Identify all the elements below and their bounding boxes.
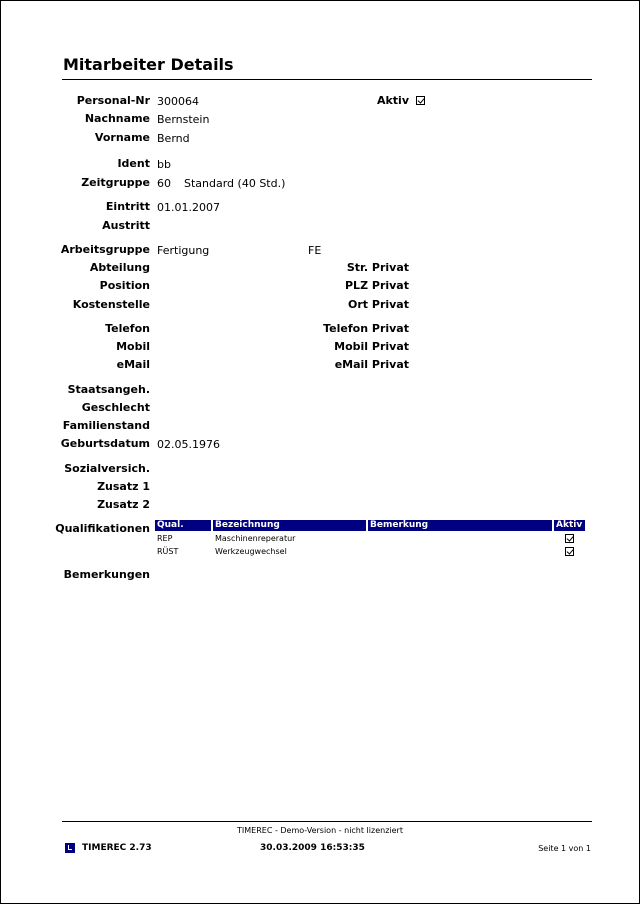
vorname-value: Bernd bbox=[157, 132, 190, 145]
familienstand-label: Familienstand bbox=[62, 419, 150, 432]
ident-label: Ident bbox=[117, 157, 150, 170]
zeitgruppe-value: 60 bbox=[157, 177, 171, 190]
kostenstelle-label: Kostenstelle bbox=[72, 298, 150, 311]
nachname-value: Bernstein bbox=[157, 113, 210, 126]
qual-row-2-desc: Werkzeugwechsel bbox=[215, 547, 287, 556]
personal-nr-value: 300064 bbox=[157, 95, 199, 108]
eintritt-value: 01.01.2007 bbox=[157, 201, 220, 214]
bezeichnung-col-header: Bezeichnung bbox=[213, 520, 366, 531]
qualifikationen-label: Qualifikationen bbox=[55, 522, 150, 535]
arbeitsgruppe-value: Fertigung bbox=[157, 244, 210, 257]
demo-notice: TIMEREC - Demo-Version - nicht lizenziert bbox=[237, 826, 403, 835]
personal-nr-label: Personal-Nr bbox=[76, 94, 150, 107]
sozialversich-label: Sozialversich. bbox=[64, 462, 150, 475]
qual-col-header: Qual. bbox=[155, 520, 211, 531]
eintritt-label: Eintritt bbox=[105, 200, 150, 213]
qual-row-2-code: RÜST bbox=[157, 547, 179, 556]
geschlecht-label: Geschlecht bbox=[81, 401, 150, 414]
email-privat-label: eMail Privat bbox=[334, 358, 409, 371]
title-divider bbox=[62, 79, 592, 80]
qual-row-2-aktiv-checkbox bbox=[565, 547, 574, 556]
geburtsdatum-label: Geburtsdatum bbox=[60, 437, 150, 450]
str-privat-label: Str. Privat bbox=[346, 261, 409, 274]
aktiv-col-header: Aktiv bbox=[554, 520, 585, 531]
austritt-label: Austritt bbox=[102, 219, 150, 232]
bemerkung-col-header: Bemerkung bbox=[368, 520, 552, 531]
geburtsdatum-value: 02.05.1976 bbox=[157, 438, 220, 451]
qual-row-1-desc: Maschinenreperatur bbox=[215, 534, 296, 543]
zeitgruppe-label: Zeitgruppe bbox=[81, 176, 150, 189]
zeitgruppe-desc: Standard (40 Std.) bbox=[184, 177, 286, 190]
mobil-label: Mobil bbox=[116, 340, 150, 353]
timerec-logo-icon bbox=[65, 843, 75, 853]
zusatz1-label: Zusatz 1 bbox=[97, 480, 150, 493]
telefon-privat-label: Telefon Privat bbox=[323, 322, 409, 335]
report-title: Mitarbeiter Details bbox=[63, 55, 234, 74]
zusatz2-label: Zusatz 2 bbox=[97, 498, 150, 511]
bemerkungen-label: Bemerkungen bbox=[63, 568, 150, 581]
abteilung-label: Abteilung bbox=[89, 261, 150, 274]
mobil-privat-label: Mobil Privat bbox=[334, 340, 409, 353]
footer-divider bbox=[62, 821, 592, 822]
plz-privat-label: PLZ Privat bbox=[345, 279, 409, 292]
aktiv-label: Aktiv bbox=[376, 94, 409, 107]
qual-row-1-aktiv-checkbox bbox=[565, 534, 574, 543]
print-datetime: 30.03.2009 16:53:35 bbox=[260, 843, 365, 853]
qual-row-1-code: REP bbox=[157, 534, 173, 543]
nachname-label: Nachname bbox=[84, 112, 150, 125]
email-label: eMail bbox=[116, 358, 150, 371]
telefon-label: Telefon bbox=[105, 322, 150, 335]
staatsangeh-label: Staatsangeh. bbox=[67, 383, 150, 396]
ort-privat-label: Ort Privat bbox=[348, 298, 409, 311]
vorname-label: Vorname bbox=[94, 131, 150, 144]
aktiv-checkbox bbox=[416, 96, 425, 105]
app-version: TIMEREC 2.73 bbox=[82, 843, 152, 853]
ident-value: bb bbox=[157, 158, 171, 171]
arbeitsgruppe-label: Arbeitsgruppe bbox=[60, 243, 150, 256]
arbeitsgruppe-code: FE bbox=[308, 244, 322, 257]
position-label: Position bbox=[99, 279, 150, 292]
page-number: Seite 1 von 1 bbox=[538, 844, 591, 853]
